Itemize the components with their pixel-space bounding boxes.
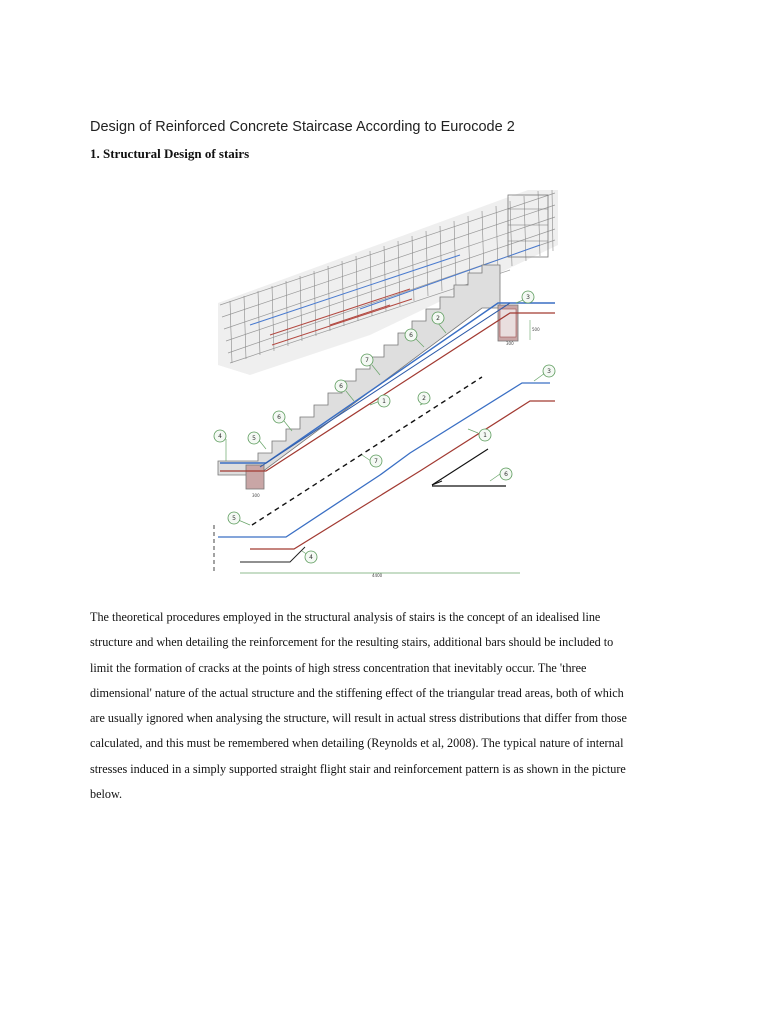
paragraph-line: below. — [90, 787, 123, 802]
svg-text:1: 1 — [483, 432, 487, 439]
svg-text:5: 5 — [252, 435, 256, 442]
paragraph-line: stresses induced in a simply supported straight flight stair and reinforcement pattern is as shown in the picture — [90, 761, 626, 776]
document-title: Design of Reinforced Concrete Staircase According to Eurocode 2 — [90, 119, 515, 135]
staircase-reinforcement-drawing-icon — [210, 185, 560, 577]
staircase-figure — [210, 185, 560, 577]
svg-text:4: 4 — [218, 433, 222, 440]
paragraph-line: are usually ignored when analysing the structure, will result in actual stress distributions that differ from those — [90, 711, 627, 726]
svg-text:7: 7 — [365, 357, 369, 364]
svg-text:6: 6 — [409, 332, 413, 339]
svg-text:5: 5 — [232, 515, 236, 522]
paragraph-line: structure and when detailing the reinforcement for the resulting stairs, additional bars should be included to — [90, 635, 614, 650]
svg-text:2: 2 — [422, 395, 426, 402]
svg-text:500: 500 — [532, 327, 540, 332]
svg-text:300: 300 — [252, 493, 260, 498]
svg-text:3: 3 — [547, 368, 551, 375]
svg-text:2: 2 — [436, 315, 440, 322]
paragraph-line: dimensional' nature of the actual structure and the stiffening effect of the triangular tread areas, both of which — [90, 685, 624, 700]
svg-text:6: 6 — [504, 471, 508, 478]
svg-text:6: 6 — [277, 414, 281, 421]
svg-text:4: 4 — [309, 554, 313, 561]
svg-text:4400: 4400 — [372, 573, 383, 577]
paragraph-line: The theoretical procedures employed in the structural analysis of stairs is the concept of an idealised line — [90, 610, 601, 624]
body-paragraph — [90, 605, 690, 807]
svg-text:300: 300 — [506, 341, 514, 346]
paragraph-line: limit the formation of cracks at the points of high stress concentration that inevitably occur. The 'three — [90, 660, 587, 675]
svg-text:6: 6 — [339, 383, 343, 390]
section-heading: 1. Structural Design of stairs — [90, 146, 250, 161]
svg-text:7: 7 — [374, 458, 378, 465]
svg-text:1: 1 — [382, 398, 386, 405]
svg-text:3: 3 — [526, 294, 530, 301]
paragraph-line: calculated, and this must be remembered when detailing (Reynolds et al, 2008). The typical nature of internal — [90, 736, 624, 751]
